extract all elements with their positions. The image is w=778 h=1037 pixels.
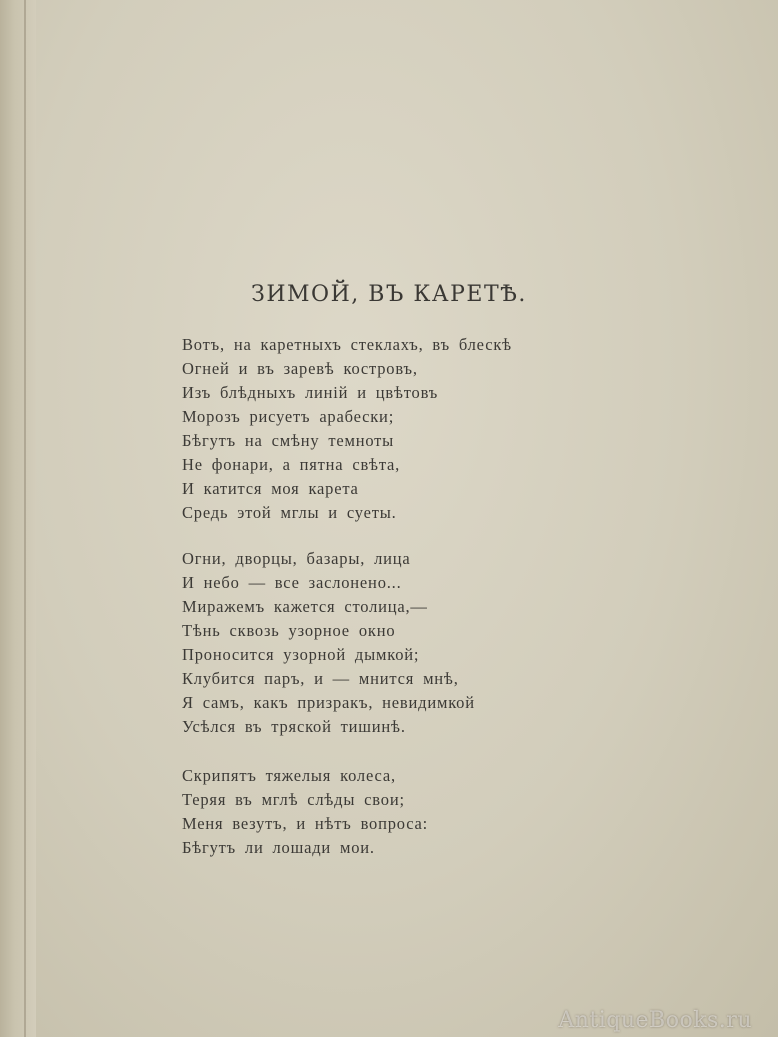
poem-line: Морозъ рисуетъ арабески; (182, 407, 395, 426)
page-gutter (0, 0, 36, 1037)
poem-line: Теряя въ мглѣ слѣды свои; (182, 790, 405, 809)
poem-line: Огней и въ заревѣ костровъ, (182, 359, 418, 378)
watermark: AntiqueBooks.ru (558, 1008, 752, 1033)
stanza-2 (182, 547, 475, 739)
poem-line: Не фонари, а пятна свѣта, (182, 455, 401, 474)
poem-line: Скрипятъ тяжелыя колеса, (182, 766, 396, 785)
poem-line: И катится моя карета (182, 479, 359, 498)
stanza-1 (182, 333, 512, 525)
poem-line: Бѣгутъ ли лошади мои. (182, 838, 375, 857)
poem-line: Усѣлся въ тряской тишинѣ. (182, 717, 406, 736)
poem-line: Изъ блѣдныхъ линій и цвѣтовъ (182, 383, 439, 402)
poem-line: Я самъ, какъ призракъ, невидимкой (182, 693, 475, 712)
poem-line: И небо — все заслонено... (182, 573, 402, 592)
stanza-3 (182, 764, 428, 860)
poem-line: Средь этой мглы и суеты. (182, 503, 397, 522)
poem-line: Проносится узорной дымкой; (182, 645, 420, 664)
binding-edge (24, 0, 26, 1037)
poem-line: Бѣгутъ на смѣну темноты (182, 431, 395, 450)
poem-line: Клубится паръ, и — мнится мнѣ, (182, 669, 459, 688)
poem-line: Миражемъ кажется столица,— (182, 597, 428, 616)
poem-line: Огни, дворцы, базары, лица (182, 549, 411, 568)
poem-title: ЗИМОЙ, ВЪ КАРЕТѢ. (251, 282, 527, 307)
poem-line: Тѣнь сквозь узорное окно (182, 621, 396, 640)
poem-line: Меня везутъ, и нѣтъ вопроса: (182, 814, 429, 833)
poem-line: Вотъ, на каретныхъ стеклахъ, въ блескѣ (182, 335, 512, 354)
